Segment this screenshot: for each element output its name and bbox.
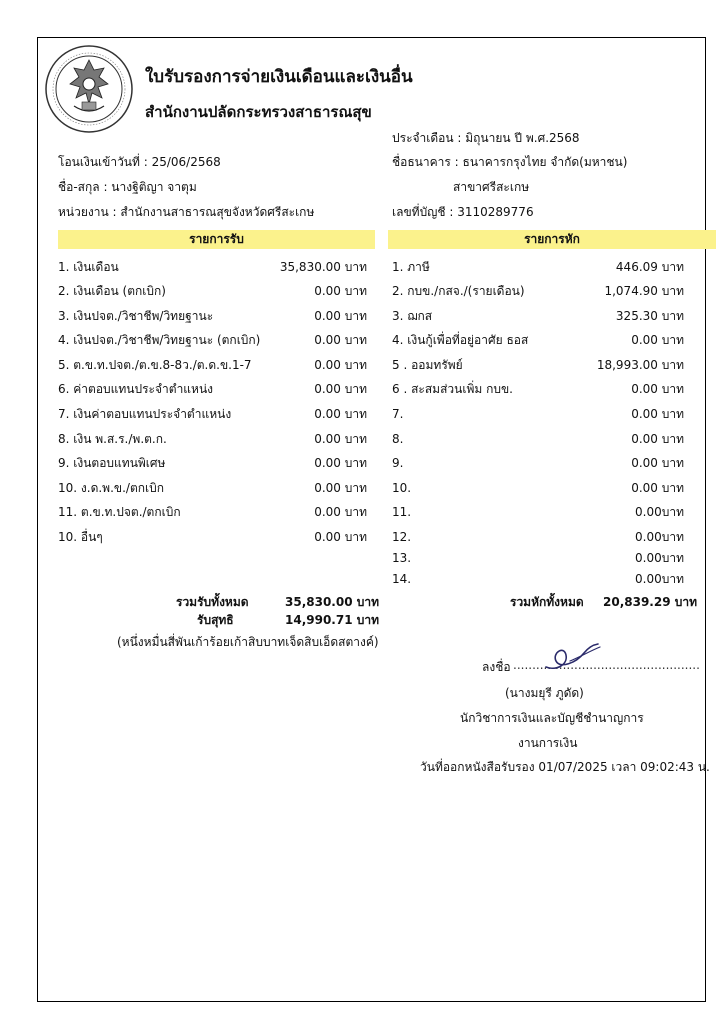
issued-datetime: วันที่ออกหนังสือรับรอง 01/07/2025 เวลา 09:02:43 น. <box>420 760 710 774</box>
ministry-seal-logo <box>44 44 134 134</box>
income-row: 8. เงิน พ.ส.ร./พ.ต.ก. 0.00 บาท <box>58 432 367 446</box>
deduction-total-value: 20,839.29 บาท <box>603 595 698 609</box>
net-amount-words: (หนึ่งหมื่นสี่พันเก้าร้อยเก้าสิบบาทเจ็ดสิบเอ็ดสตางค์) <box>117 635 379 649</box>
deduction-row: 12. 0.00บาท <box>392 530 684 544</box>
transfer-date: โอนเงินเข้าวันที่ : 25/06/2568 <box>58 155 221 169</box>
income-total-label: รวมรับทั้งหมด <box>176 595 249 609</box>
income-row: 5. ต.ข.ท.ปจต./ต.ข.8-8ว./ต.ด.ข.1-7 0.00 บาท <box>58 358 367 372</box>
signer-unit: งานการเงิน <box>518 736 578 750</box>
signer-name: (นางมยุรี ภูดัด) <box>505 686 584 700</box>
income-header: รายการรับ <box>58 230 375 249</box>
income-total-value: 35,830.00 บาท <box>285 595 380 609</box>
deduction-row: 11. 0.00บาท <box>392 505 684 519</box>
deduction-row: 14. 0.00บาท <box>392 572 684 586</box>
deduction-row: 9. 0.00 บาท <box>392 456 684 470</box>
deduction-header: รายการหัก <box>388 230 716 249</box>
deduction-row: 5 . ออมทรัพย์ 18,993.00 บาท <box>392 358 684 372</box>
income-row: 6. ค่าตอบแทนประจำตำแหน่ง 0.00 บาท <box>58 382 367 396</box>
bank-name: ชื่อธนาคาร : ธนาคารกรุงไทย จำกัด(มหาชน) <box>392 155 628 169</box>
deduction-total-label: รวมหักทั้งหมด <box>510 595 584 609</box>
income-row: 10. อื่นๆ 0.00 บาท <box>58 530 367 544</box>
net-value: 14,990.71 บาท <box>285 613 380 627</box>
agency: หน่วยงาน : สำนักงานสาธารณสุขจังหวัดศรีสะเกษ <box>58 205 315 219</box>
income-row: 1. เงินเดือน 35,830.00 บาท <box>58 260 367 274</box>
deduction-row: 8. 0.00 บาท <box>392 432 684 446</box>
income-row: 7. เงินค่าตอบแทนประจำตำแหน่ง 0.00 บาท <box>58 407 367 421</box>
income-row: 2. เงินเดือน (ตกเบิก) 0.00 บาท <box>58 284 367 298</box>
document-title: ใบรับรองการจ่ายเงินเดือนและเงินอื่น <box>145 67 413 87</box>
deduction-row: 3. ฌกส 325.30 บาท <box>392 309 684 323</box>
handwritten-signature <box>540 641 602 675</box>
deduction-row: 7. 0.00 บาท <box>392 407 684 421</box>
employee-name: ชื่อ-สกุล : นางฐิติญา จาตุม <box>58 180 197 194</box>
deduction-row: 10. 0.00 บาท <box>392 481 684 495</box>
pay-month: ประจำเดือน : มิถุนายน ปี พ.ศ.2568 <box>392 131 580 145</box>
deduction-row: 2. กบข./กสจ./(รายเดือน) 1,074.90 บาท <box>392 284 684 298</box>
deduction-row: 13. 0.00บาท <box>392 551 684 565</box>
income-row: 4. เงินปจต./วิชาชีพ/วิทยฐานะ (ตกเบิก) 0.00 บาท <box>58 333 367 347</box>
income-row: 11. ต.ข.ท.ปจต./ตกเบิก 0.00 บาท <box>58 505 367 519</box>
income-row: 3. เงินปจต./วิชาชีพ/วิทยฐานะ 0.00 บาท <box>58 309 367 323</box>
sign-label: ลงชื่อ <box>482 660 511 674</box>
net-label: รับสุทธิ <box>197 613 234 627</box>
account-number: เลขที่บัญชี : 3110289776 <box>392 205 534 219</box>
document-subtitle: สำนักงานปลัดกระทรวงสาธารณสุข <box>145 103 372 121</box>
deduction-row: 4. เงินกู้เพื่อที่อยู่อาศัย ธอส 0.00 บาท <box>392 333 684 347</box>
signature-line: ................................................. <box>513 658 700 672</box>
deduction-row: 6 . สะสมส่วนเพิ่ม กบข. 0.00 บาท <box>392 382 684 396</box>
deduction-row: 1. ภาษี 446.09 บาท <box>392 260 684 274</box>
bank-branch: สาขาศรีสะเกษ <box>453 180 530 194</box>
signer-position: นักวิชาการเงินและบัญชีชำนาญการ <box>460 711 644 725</box>
income-row: 10. ง.ด.พ.ข./ตกเบิก 0.00 บาท <box>58 481 367 495</box>
income-row: 9. เงินตอบแทนพิเศษ 0.00 บาท <box>58 456 367 470</box>
